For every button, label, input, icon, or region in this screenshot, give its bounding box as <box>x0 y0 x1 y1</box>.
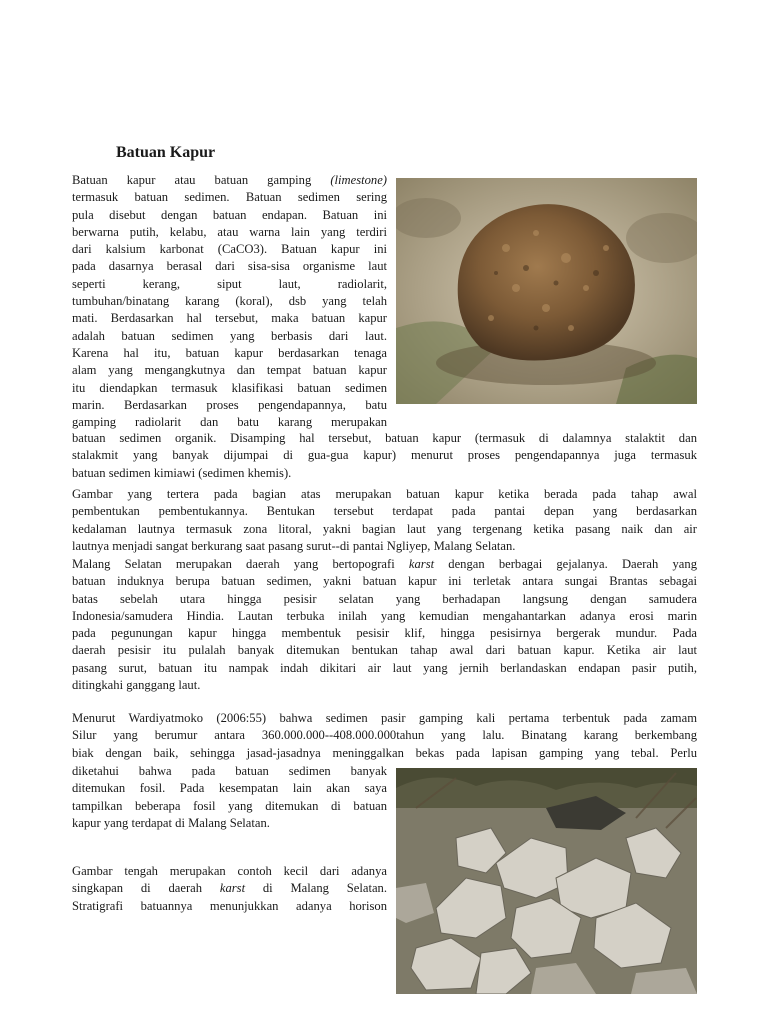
line-text: alam yang mengangkutnya dan tempat batuan kapur <box>72 363 387 378</box>
paragraph-intro-continued <box>72 430 697 482</box>
line-text: lautnya menjadi sangat berkurang saat pasang surut--di pantai Ngliyep, Malang Selatan. <box>72 538 516 553</box>
line-text: pada dasarnya berasal dari sisa-sisa organisme laut <box>72 259 387 274</box>
line-text: tampilkan beberapa fosil yang ditemukan di batuan <box>72 798 387 813</box>
line-text: diketahui bahwa pada batuan sedimen banyak <box>72 764 387 778</box>
text-line <box>72 328 387 345</box>
italic-term: karst <box>408 557 435 571</box>
line-text: biak dengan baik, sehingga jasad-jasadnya meninggalkan bekas pada lapisan gamping yang tebal. Perlu <box>72 745 697 760</box>
line-text: itu diendapkan termasuk klasifikasi batuan sedimen <box>72 380 387 395</box>
line-text: batuan sedimen kimiawi (sedimen khemis). <box>72 465 292 480</box>
text-line <box>72 362 387 379</box>
text-line <box>72 591 697 608</box>
text-line <box>72 447 697 464</box>
line-text: Silur yang berumur antara 360.000.000--408.000.000tahun yang lalu. Binatang karang berkembang <box>72 728 697 743</box>
page-title: Batuan Kapur <box>116 144 216 161</box>
paragraph-wardiyatmoko <box>72 710 697 762</box>
text-line <box>72 310 387 327</box>
text-line <box>72 815 387 832</box>
text-line <box>72 727 697 744</box>
text-line <box>72 521 697 538</box>
text-line <box>72 241 387 258</box>
paragraph-outcrop <box>72 863 387 915</box>
text-line <box>72 258 387 275</box>
line-text: daerah pesisir itu pulalah banyak ditemukan bentukan tahap awal dari batuan kapur. Ketika air laut <box>72 643 697 658</box>
italic-term: karst <box>219 881 246 896</box>
line-text: berwarna putih, kelabu, atau warna lain yang terdiri <box>72 224 387 239</box>
paragraph-malang-selatan <box>72 556 697 694</box>
line-text: seperti kerang, siput laut, radiolarit, <box>72 276 387 291</box>
text-line <box>72 397 387 414</box>
line-text: Menurut Wardiyatmoko (2006:55) bahwa sedimen pasir gamping kali pertama terbentuk pada zamam <box>72 711 697 725</box>
line-text: di Malang Selatan. <box>245 881 387 896</box>
text-line <box>72 898 387 915</box>
text-line <box>72 207 387 224</box>
text-line <box>72 293 387 310</box>
text-line <box>72 538 697 555</box>
text-line <box>72 189 387 206</box>
limestone-rock-photo <box>396 178 697 404</box>
text-line <box>72 608 697 625</box>
line-text: marin. Berdasarkan proses pengendapannya, batu <box>72 397 387 412</box>
line-text: dari kalsium karbonat (CaCO3). Batuan kapur ini <box>72 242 387 257</box>
line-text: ditingkahi ganggang laut. <box>72 678 201 693</box>
line-text: mati. Berdasarkan hal tersebut, maka batuan kapur <box>72 311 387 326</box>
text-line <box>72 486 697 503</box>
line-text: Batuan kapur atau batuan gamping <box>72 173 331 187</box>
text-line <box>72 573 697 590</box>
text-line <box>72 503 697 520</box>
line-text: gamping radiolarit dan batu karang merupakan <box>72 415 387 430</box>
text-line <box>72 430 697 447</box>
line-text: pasang surut, batuan itu nampak indah dikitari air laut yang jernih berlandaskan endapan pasir putih, <box>72 660 697 675</box>
text-line <box>72 745 697 762</box>
line-text: Gambar tengah merupakan contoh kecil dari adanya <box>72 864 387 878</box>
text-line <box>72 414 387 431</box>
paragraph-description <box>72 486 697 555</box>
text-line <box>72 763 387 780</box>
text-line <box>72 798 387 815</box>
line-text: tumbuhan/binatang karang (koral), dsb yang telah <box>72 294 387 309</box>
line-text: pada pegunungan kapur hingga membentuk pesisir klif, hingga pesisirnya bergerak mundur. Pada <box>72 626 697 641</box>
line-text: dengan berbagai gejalanya. Daerah yang <box>434 557 697 571</box>
line-text: termasuk batuan sedimen. Batuan sedimen sering <box>72 190 387 205</box>
text-line <box>72 710 697 727</box>
line-text: kedalaman lautnya termasuk zona litoral, yakni bagian laut yang tergenang ketika pasang naik dan air <box>72 521 697 536</box>
limestone-outcrop-photo <box>396 768 697 994</box>
text-line <box>72 345 387 362</box>
line-text: pula disebut dengan batuan endapan. Batuan ini <box>72 207 387 222</box>
italic-term: (limestone) <box>330 173 387 187</box>
text-line <box>72 380 387 397</box>
line-text: Karena hal itu, batuan kapur berdasarkan tenaga <box>72 345 387 360</box>
text-line <box>72 642 697 659</box>
text-line <box>72 660 697 677</box>
line-text: Malang Selatan merupakan daerah yang bertopografi <box>72 557 409 571</box>
text-line <box>72 172 387 189</box>
line-text: Indonesia/samudera Hindia. Lautan terbuka inilah yang kemudian mengahantarkan adanya erosi marin <box>72 608 697 623</box>
text-line <box>72 465 697 482</box>
text-line <box>72 276 387 293</box>
line-text: ditemukan fosil. Pada kesempatan lain akan saya <box>72 781 387 796</box>
line-text: batuan sedimen organik. Disamping hal tersebut, batuan kapur (termasuk di dalamnya stalaktit dan <box>72 431 697 445</box>
line-text: Stratigrafi batuannya menunjukkan adanya horison <box>72 898 387 913</box>
text-line <box>72 780 387 797</box>
line-text: batas sebelah utara hingga pesisir selatan yang berhadapan langsung dengan samudera <box>72 591 697 606</box>
text-line <box>72 880 387 897</box>
text-line <box>72 625 697 642</box>
text-line <box>72 224 387 241</box>
line-text: batuan induknya berupa batuan sedimen, yakni batuan kapur ini terletak antara sungai Brantas sebagai <box>72 574 697 589</box>
line-text: singkapan di daerah <box>72 881 220 896</box>
text-line <box>72 677 697 694</box>
text-line <box>72 863 387 880</box>
line-text: Gambar yang tertera pada bagian atas merupakan batuan kapur ketika berada pada tahap awal <box>72 487 697 501</box>
line-text: adalah batuan sedimen yang berbasis dari laut. <box>72 328 387 343</box>
line-text: pembentukan pembentukannya. Bentukan tersebut terdapat pada pantai depan yang berdasarkan <box>72 504 697 519</box>
line-text: kapur yang terdapat di Malang Selatan. <box>72 815 270 830</box>
text-line <box>72 556 697 573</box>
paragraph-intro <box>72 172 387 431</box>
paragraph-fossils <box>72 763 387 832</box>
line-text: stalakmit yang banyak dijumpai di gua-gua kapur) menurut proses pengendapannya juga termasuk <box>72 448 697 463</box>
